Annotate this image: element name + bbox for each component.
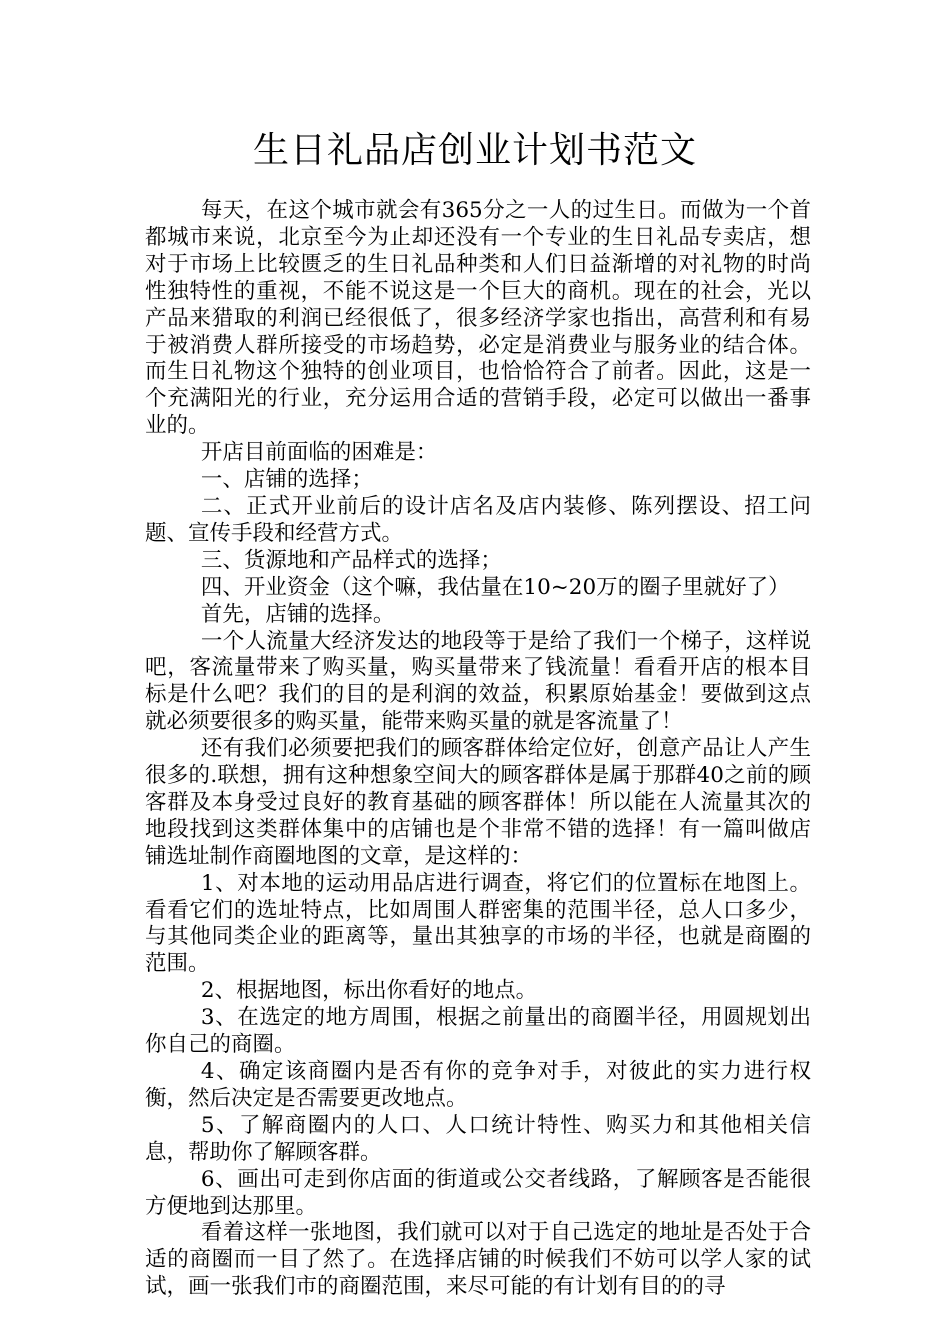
paragraph-difficulty-2: 二、正式开业前后的设计店名及店内装修、陈列摆设、招工问题、宣传手段和经营方式。 (145, 493, 811, 546)
paragraph-step-4: 4、确定该商圈内是否有你的竞争对手，对彼此的实力进行权衡，然后决定是否需要更改地点。 (145, 1059, 811, 1111)
paragraph-step-5: 5、了解商圈内的人口、人口统计特性、购买力和其他相关信息，帮助你了解顾客群。 (145, 1112, 811, 1165)
paragraph-step-6: 6、画出可走到你店面的街道或公交者线路，了解顾客是否能很方便地到达那里。 (145, 1166, 811, 1219)
paragraph-difficulty-4: 四、开业资金（这个嘛，我估量在10~20万的圈子里就好了） (200, 574, 790, 600)
paragraph-difficulties-heading: 开店目前面临的困难是： (200, 440, 438, 466)
paragraph-intro: 每天，在这个城市就会有365分之一人的过生日。而做为一个首都城市来说，北京至今为止却还没有一个专业的生日礼品专卖店，想对于市场上比较匮乏的生日礼品种类和人们日益渐增的对礼物的时尚性独特性的重视，不能不说这是一个巨大的商机。现在的社会，光以产品来猎取的利润已经很低了，很多经济学家也指出，高营利和有易于被消费人群所接受的市场趋势，必定是消费业与服务业的结合体。而生日礼物这个独特的创业项目，也恰恰符合了前者。因此，这是一个充满阳光的行业，充分运用合适的营销手段，必定可以做出一番事业的。 (145, 198, 811, 439)
paragraph-step-2: 2、根据地图，标出你看好的地点。 (200, 978, 538, 1004)
document-title: 生日礼品店创业计划书范文 (252, 130, 697, 171)
paragraph-store-selection-heading: 首先，店铺的选择。 (200, 601, 395, 627)
paragraph-difficulty-3: 三、货源地和产品样式的选择； (200, 547, 502, 573)
paragraph-step-3: 3、在选定的地方周围，根据之前量出的商圈半径，用圆规划出你自己的商圈。 (145, 1005, 811, 1058)
paragraph-foot-traffic: 一个人流量大经济发达的地段等于是给了我们一个梯子，这样说吧，客流量带来了购买量，购买量带来了钱流量！看看开店的根本目标是什么吧？我们的目的是利润的效益，积累原始基金！要做到这点就必须要很多的购买量，能带来购买量的就是客流量了！ (145, 628, 811, 735)
document-body (145, 198, 811, 1301)
paragraph-step-1: 1、对本地的运动用品店进行调查，将它们的位置标在地图上。看看它们的选址特点，比如周围人群密集的范围半径，总人口多少，与其他同类企业的距离等，量出其独享的市场的半径，也就是商圈的范围。 (145, 870, 811, 977)
paragraph-map-conclusion: 看着这样一张地图，我们就可以对于自己选定的地址是否处于合适的商圈而一目了然了。在选择店铺的时候我们不妨可以学人家的试试，画一张我们市的商圈范围，来尽可能的有计划有目的的寻 (145, 1220, 811, 1300)
paragraph-difficulty-1: 一、店铺的选择； (200, 467, 373, 493)
paragraph-customer-group: 还有我们必须要把我们的顾客群体给定位好，创意产品让人产生很多的.联想，拥有这种想象空间大的顾客群体是属于那群40之前的顾客群及本身受过良好的教育基础的顾客群体！所以能在人流量其次的地段找到这类群体集中的店铺也是个非常不错的选择！有一篇叫做店铺选址制作商圈地图的文章，是这样的： (145, 736, 811, 869)
